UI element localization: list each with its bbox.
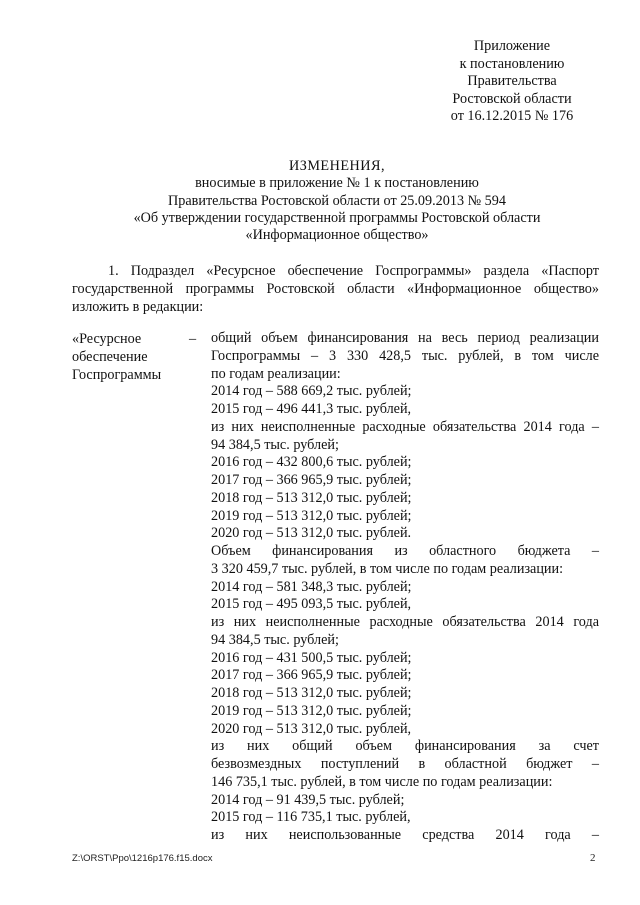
document-title bbox=[72, 158, 602, 244]
appendix-line: Правительства bbox=[467, 73, 557, 89]
appendix-line: от 16.12.2015 № 176 bbox=[450, 108, 574, 124]
content-line: 2016 год – 432 800,6 тыс. рублей; bbox=[211, 454, 412, 471]
content-line: Объем финансирования из областного бюджета – bbox=[211, 543, 599, 559]
content-line: 3 320 459,7 тыс. рублей, в том числе по годам реализации: bbox=[211, 560, 564, 577]
content-line: 2019 год – 513 312,0 тыс. рублей; bbox=[211, 507, 412, 524]
content-line: безвозмездных поступлений в областной бюджет – bbox=[211, 756, 599, 772]
title-line: «Информационное общество» bbox=[245, 227, 429, 244]
content-line: 2018 год – 513 312,0 тыс. рублей; bbox=[211, 489, 412, 506]
content-line: 2016 год – 431 500,5 тыс. рублей; bbox=[211, 649, 412, 666]
content-line: 2014 год – 588 669,2 тыс. рублей; bbox=[211, 383, 412, 400]
section-label-line: «Ресурсное bbox=[72, 331, 142, 347]
section-label-line: обеспечение bbox=[72, 349, 148, 365]
content-line: Госпрограммы – 3 330 428,5 тыс. рублей, в том числе bbox=[211, 347, 599, 364]
content-line: 2017 год – 366 965,9 тыс. рублей; bbox=[211, 667, 412, 684]
content-line: 146 735,1 тыс. рублей, в том числе по годам реализации: bbox=[211, 773, 553, 790]
content-line: 2015 год – 116 735,1 тыс. рублей, bbox=[211, 809, 411, 826]
appendix-line: Ростовской области bbox=[452, 90, 572, 107]
content-line: 94 384,5 тыс. рублей; bbox=[211, 436, 339, 453]
page-number: 2 bbox=[590, 852, 596, 864]
content-line: 94 384,5 тыс. рублей; bbox=[211, 631, 339, 648]
content-line: 2015 год – 496 441,3 тыс. рублей, bbox=[211, 401, 412, 417]
intro-text: 1. Подраздел «Ресурсное обеспечение Госпрограммы» раздела «Паспорт государственной программы Ростовской области «Информационное общество» изложить в редакции: bbox=[72, 263, 599, 315]
content-line: из них общий объем финансирования за счет bbox=[211, 738, 599, 755]
appendix-header bbox=[420, 38, 604, 126]
appendix-line: Приложение bbox=[473, 38, 551, 54]
content-line: из них неисполненные расходные обязательства 2014 года – bbox=[211, 418, 599, 435]
title-line: «Об утверждении государственной программы Ростовской области bbox=[133, 209, 541, 226]
content-line: 2017 год – 366 965,9 тыс. рублей; bbox=[211, 472, 412, 488]
section-label-line: Госпрограммы bbox=[72, 367, 162, 383]
content-line: из них неисполненные расходные обязательства 2014 года bbox=[211, 614, 599, 630]
content-line: 2014 год – 581 348,3 тыс. рублей; bbox=[211, 578, 412, 595]
content-line: 2020 год – 513 312,0 тыс. рублей, bbox=[211, 720, 412, 737]
content-line: 2015 год – 495 093,5 тыс. рублей, bbox=[211, 596, 412, 613]
title-line: вносимые в приложение № 1 к постановлению bbox=[195, 175, 479, 192]
section-dash: – bbox=[189, 331, 197, 347]
content-line: общий объем финансирования на весь период реализации bbox=[211, 330, 599, 346]
section-label bbox=[72, 330, 182, 384]
content-line: по годам реализации: bbox=[211, 365, 341, 382]
content-line: из них неиспользованные средства 2014 года – bbox=[211, 827, 599, 843]
section-content bbox=[211, 330, 599, 845]
content-line: 2020 год – 513 312,0 тыс. рублей. bbox=[211, 525, 412, 542]
content-line: 2019 год – 513 312,0 тыс. рублей; bbox=[211, 702, 412, 719]
title-heading: ИЗМЕНЕНИЯ, bbox=[288, 158, 386, 174]
content-line: 2014 год – 91 439,5 тыс. рублей; bbox=[211, 791, 405, 808]
title-line: Правительства Ростовской области от 25.09.2013 № 594 bbox=[168, 192, 506, 209]
appendix-line: к постановлению bbox=[459, 55, 565, 72]
intro-paragraph bbox=[72, 262, 599, 316]
content-line: 2018 год – 513 312,0 тыс. рублей; bbox=[211, 685, 412, 701]
footer-file-path: Z:\ORST\Ppo\1216p176.f15.docx bbox=[72, 853, 213, 864]
